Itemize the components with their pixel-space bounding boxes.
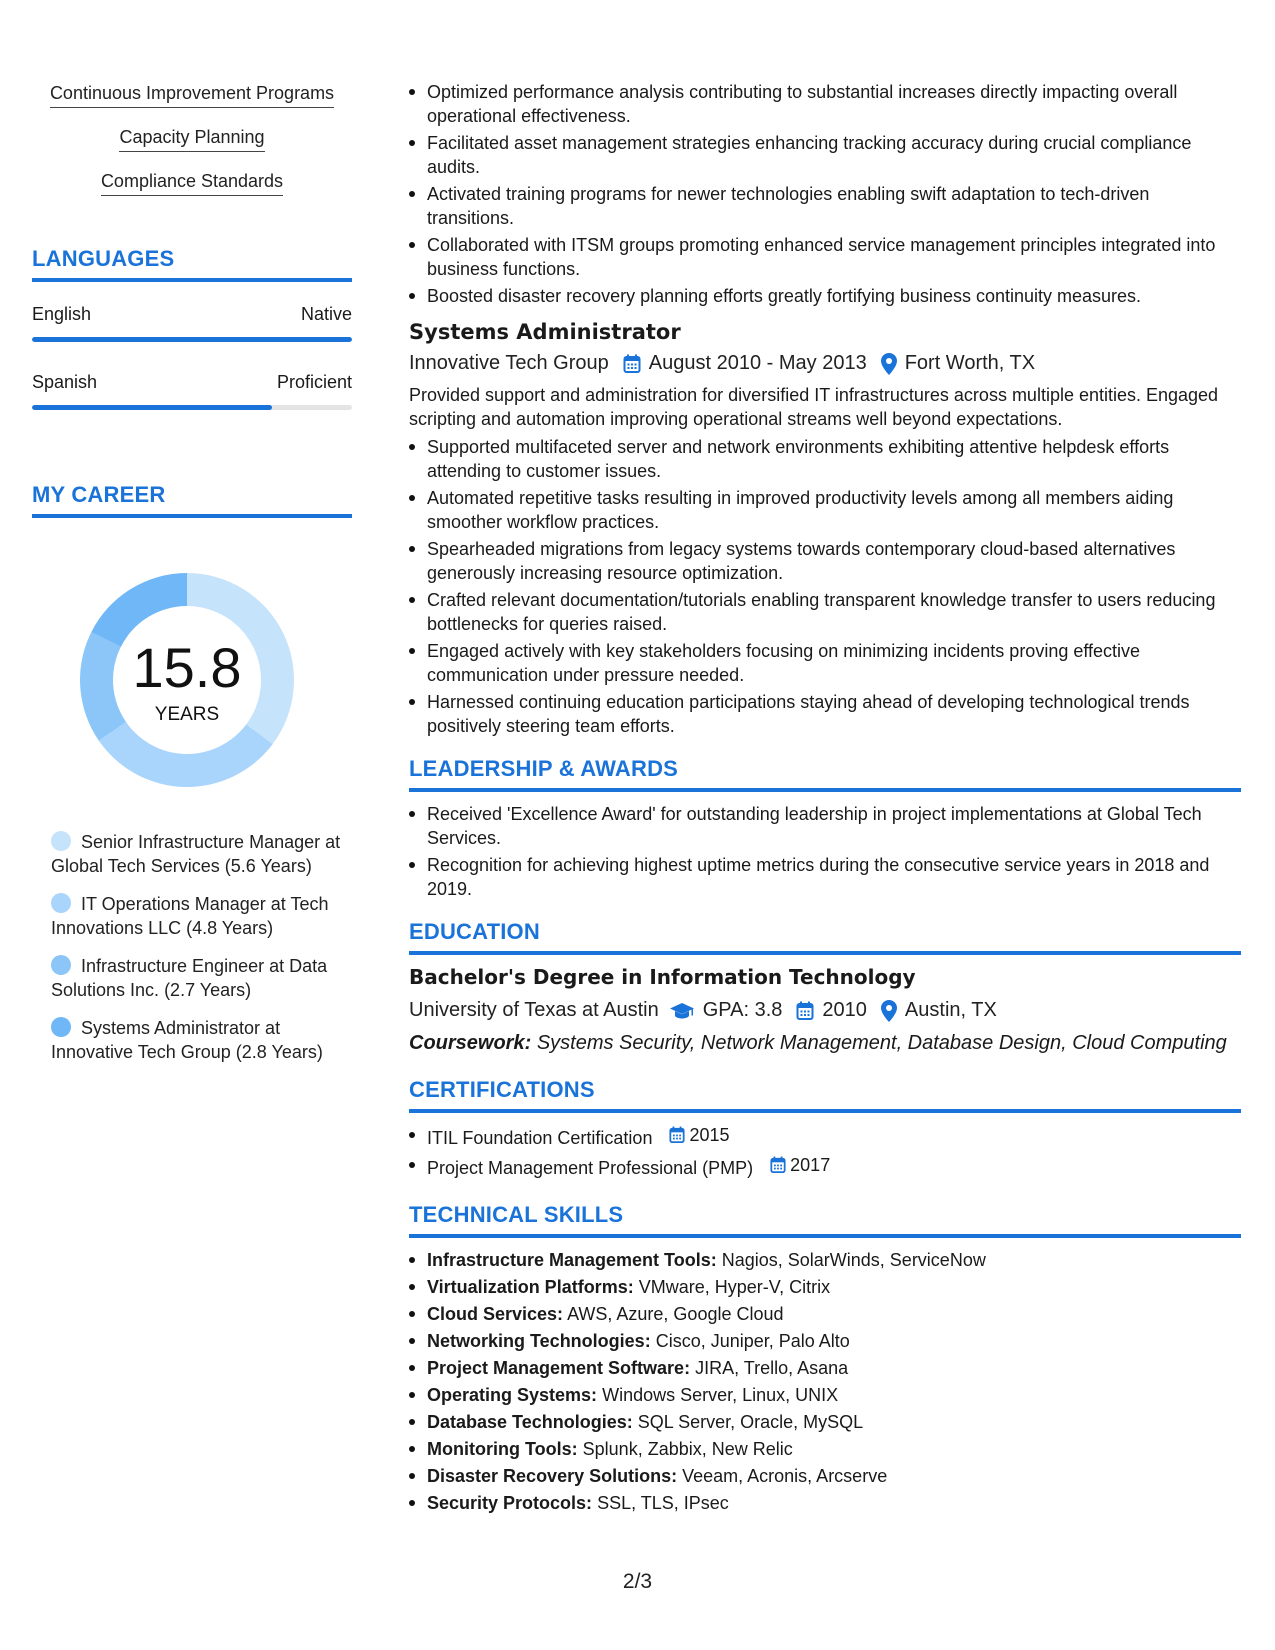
certifications-title: CERTIFICATIONS — [409, 1077, 595, 1102]
skill-label: Infrastructure Management Tools: — [427, 1250, 717, 1270]
skill-label: Database Technologies: — [427, 1412, 633, 1432]
skill-item — [409, 1329, 1241, 1353]
school-name: University of Texas at Austin — [409, 999, 659, 1021]
calendar-icon — [623, 354, 641, 374]
education-title: EDUCATION — [409, 919, 540, 944]
list-item: Facilitated asset management strategies enhancing tracking accuracy during crucial compliance audits. — [409, 131, 1241, 179]
leadership-title: LEADERSHIP & AWARDS — [409, 756, 679, 781]
section-divider — [32, 514, 352, 518]
skill-item — [409, 1356, 1241, 1380]
list-item: Optimized performance analysis contributing to substantial increases directly impacting overall operational effectiveness. — [409, 80, 1241, 128]
certification-year-wrap — [669, 1123, 729, 1147]
skill-item — [409, 1275, 1241, 1299]
job-description: Provided support and administration for diversified IT infrastructures across multiple entities. Engaged scripting and automation improving operational streams well beyond expectations. — [409, 385, 1219, 429]
list-item: Crafted relevant documentation/tutorials enabling transparent knowledge transfer to users reducing bottlenecks for queries raised. — [409, 588, 1241, 636]
graduation-cap-icon — [669, 1002, 695, 1020]
gpa: GPA: 3.8 — [702, 999, 783, 1021]
section-divider — [32, 278, 352, 282]
skill-value: Windows Server, Linux, UNIX — [602, 1385, 839, 1405]
certification-year: 2015 — [689, 1125, 730, 1145]
technical-skills-section — [409, 1202, 1241, 1515]
strength-item: Capacity Planning — [119, 127, 264, 152]
language-bar — [32, 405, 352, 410]
job-meta — [409, 352, 1241, 375]
left-column — [32, 70, 352, 1078]
career-total-unit: YEARS — [154, 704, 220, 725]
school-location: Austin, TX — [904, 999, 997, 1021]
skill-item — [409, 1383, 1241, 1407]
list-item: Harnessed continuing education participations staying ahead of developing technological trends positively steering team efforts. — [409, 690, 1241, 738]
skill-item — [409, 1410, 1241, 1434]
page-number: 2/3 — [622, 1570, 653, 1593]
legend-label: Senior Infrastructure Manager at Global Tech Services (5.6 Years) — [51, 832, 341, 876]
legend-label: Infrastructure Engineer at Data Solutions Inc. (2.7 Years) — [51, 956, 328, 1000]
location-pin-icon — [881, 353, 897, 375]
skills-title: TECHNICAL SKILLS — [409, 1202, 624, 1227]
skill-value: JIRA, Trello, Asana — [695, 1358, 849, 1378]
language-level: Proficient — [276, 372, 352, 392]
legend-item — [51, 892, 341, 940]
strength-item: Continuous Improvement Programs — [50, 83, 334, 108]
language-name: English — [32, 304, 92, 324]
skill-value: VMware, Hyper-V, Citrix — [638, 1277, 831, 1297]
skill-label: Disaster Recovery Solutions: — [427, 1466, 678, 1486]
legend-color-dot — [51, 955, 71, 975]
career-total-years: 15.8 — [132, 636, 242, 699]
graduation-year: 2010 — [822, 999, 867, 1021]
skill-value: AWS, Azure, Google Cloud — [567, 1304, 784, 1324]
skill-label: Networking Technologies: — [427, 1331, 651, 1351]
coursework-label: Coursework: — [409, 1032, 532, 1054]
list-item: Engaged actively with key stakeholders focusing on minimizing incidents proving effective communication under pressure needed. — [409, 639, 1241, 687]
legend-item — [51, 830, 341, 878]
career-title: MY CAREER — [32, 482, 166, 507]
section-divider — [409, 951, 1241, 955]
list-item: Spearheaded migrations from legacy systems towards contemporary cloud-based alternatives generously increasing resource optimization. — [409, 537, 1241, 585]
skill-label: Monitoring Tools: — [427, 1439, 578, 1459]
list-item: Collaborated with ITSM groups promoting enhanced service management principles integrated into business functions. — [409, 233, 1241, 281]
certification-year-wrap — [770, 1153, 830, 1177]
calendar-icon — [770, 1156, 786, 1174]
legend-color-dot — [51, 893, 71, 913]
skill-item — [409, 1248, 1241, 1272]
education-section — [409, 919, 1241, 1055]
list-item: Supported multifaceted server and network environments exhibiting attentive helpdesk efforts attending to customer issues. — [409, 435, 1241, 483]
legend-color-dot — [51, 831, 71, 851]
skill-item — [409, 1464, 1241, 1488]
education-meta — [409, 999, 1241, 1022]
coursework — [409, 1032, 1241, 1055]
calendar-icon — [669, 1126, 685, 1144]
language-bar-fill — [32, 337, 352, 342]
skill-value: Nagios, SolarWinds, ServiceNow — [721, 1250, 986, 1270]
degree-title: Bachelor's Degree in Information Technology — [409, 965, 916, 989]
certification-year: 2017 — [790, 1155, 831, 1175]
certification-name: ITIL Foundation Certification — [427, 1128, 653, 1148]
location-pin-icon — [881, 1000, 897, 1022]
previous-job-bullets — [409, 80, 1241, 308]
skill-item — [409, 1437, 1241, 1461]
skill-item — [409, 1302, 1241, 1326]
skill-label: Virtualization Platforms: — [427, 1277, 634, 1297]
skill-label: Security Protocols: — [427, 1493, 593, 1513]
calendar-icon — [796, 1001, 814, 1021]
skills-list — [409, 1248, 1241, 1515]
languages-section — [32, 246, 352, 410]
section-divider — [409, 788, 1241, 792]
list-item: Boosted disaster recovery planning efforts greatly fortifying business continuity measures. — [409, 284, 1241, 308]
section-divider — [409, 1234, 1241, 1238]
donut-center — [67, 560, 307, 800]
certification-name: Project Management Professional (PMP) — [427, 1158, 754, 1178]
list-item: Recognition for achieving highest uptime metrics during the consecutive service years in 2018 and 2019. — [409, 853, 1241, 901]
strength-item: Compliance Standards — [101, 171, 283, 196]
skill-value: Cisco, Juniper, Palo Alto — [655, 1331, 850, 1351]
list-item: Received 'Excellence Award' for outstanding leadership in project implementations at Global Tech Services. — [409, 802, 1241, 850]
job-entry — [409, 320, 1241, 738]
legend-item — [51, 954, 341, 1002]
skill-label: Operating Systems: — [427, 1385, 598, 1405]
certifications-list — [409, 1123, 1241, 1180]
skill-label: Project Management Software: — [427, 1358, 691, 1378]
job-company: Innovative Tech Group — [409, 352, 609, 374]
skill-value: Splunk, Zabbix, New Relic — [582, 1439, 793, 1459]
job-bullets — [409, 435, 1241, 738]
job-location: Fort Worth, TX — [904, 352, 1036, 374]
skill-label: Cloud Services: — [427, 1304, 564, 1324]
language-name: Spanish — [32, 372, 98, 392]
skill-value: SQL Server, Oracle, MySQL — [637, 1412, 864, 1432]
list-item: Automated repetitive tasks resulting in improved productivity levels among all members aiding smoother workflow practices. — [409, 486, 1241, 534]
language-row — [32, 372, 352, 393]
leadership-list — [409, 802, 1241, 901]
skill-value: Veeam, Acronis, Arcserve — [682, 1466, 888, 1486]
career-donut-chart — [67, 560, 307, 800]
certification-item — [409, 1123, 1241, 1150]
right-column — [409, 80, 1241, 1518]
career-legend — [51, 830, 341, 1064]
languages-title: LANGUAGES — [32, 246, 175, 271]
legend-label: Systems Administrator at Innovative Tech Group (2.8 Years) — [51, 1018, 323, 1062]
career-section — [32, 482, 352, 1064]
list-item: Activated training programs for newer technologies enabling swift adaptation to tech-driven transitions. — [409, 182, 1241, 230]
skill-item — [409, 1491, 1241, 1515]
job-dates: August 2010 - May 2013 — [648, 352, 867, 374]
skill-value: SSL, TLS, IPsec — [597, 1493, 729, 1513]
language-row — [32, 304, 352, 325]
language-level: Native — [300, 304, 352, 324]
certifications-section — [409, 1077, 1241, 1180]
legend-item — [51, 1016, 341, 1064]
language-bar — [32, 337, 352, 342]
language-bar-fill — [32, 405, 272, 410]
legend-label: IT Operations Manager at Tech Innovations LLC (4.8 Years) — [51, 894, 329, 938]
job-title: Systems Administrator — [409, 320, 681, 344]
coursework-list: Systems Security, Network Management, Database Design, Cloud Computing — [536, 1032, 1227, 1054]
strengths-list — [32, 70, 352, 202]
legend-color-dot — [51, 1017, 71, 1037]
leadership-section — [409, 756, 1241, 901]
certification-item — [409, 1153, 1241, 1180]
section-divider — [409, 1109, 1241, 1113]
